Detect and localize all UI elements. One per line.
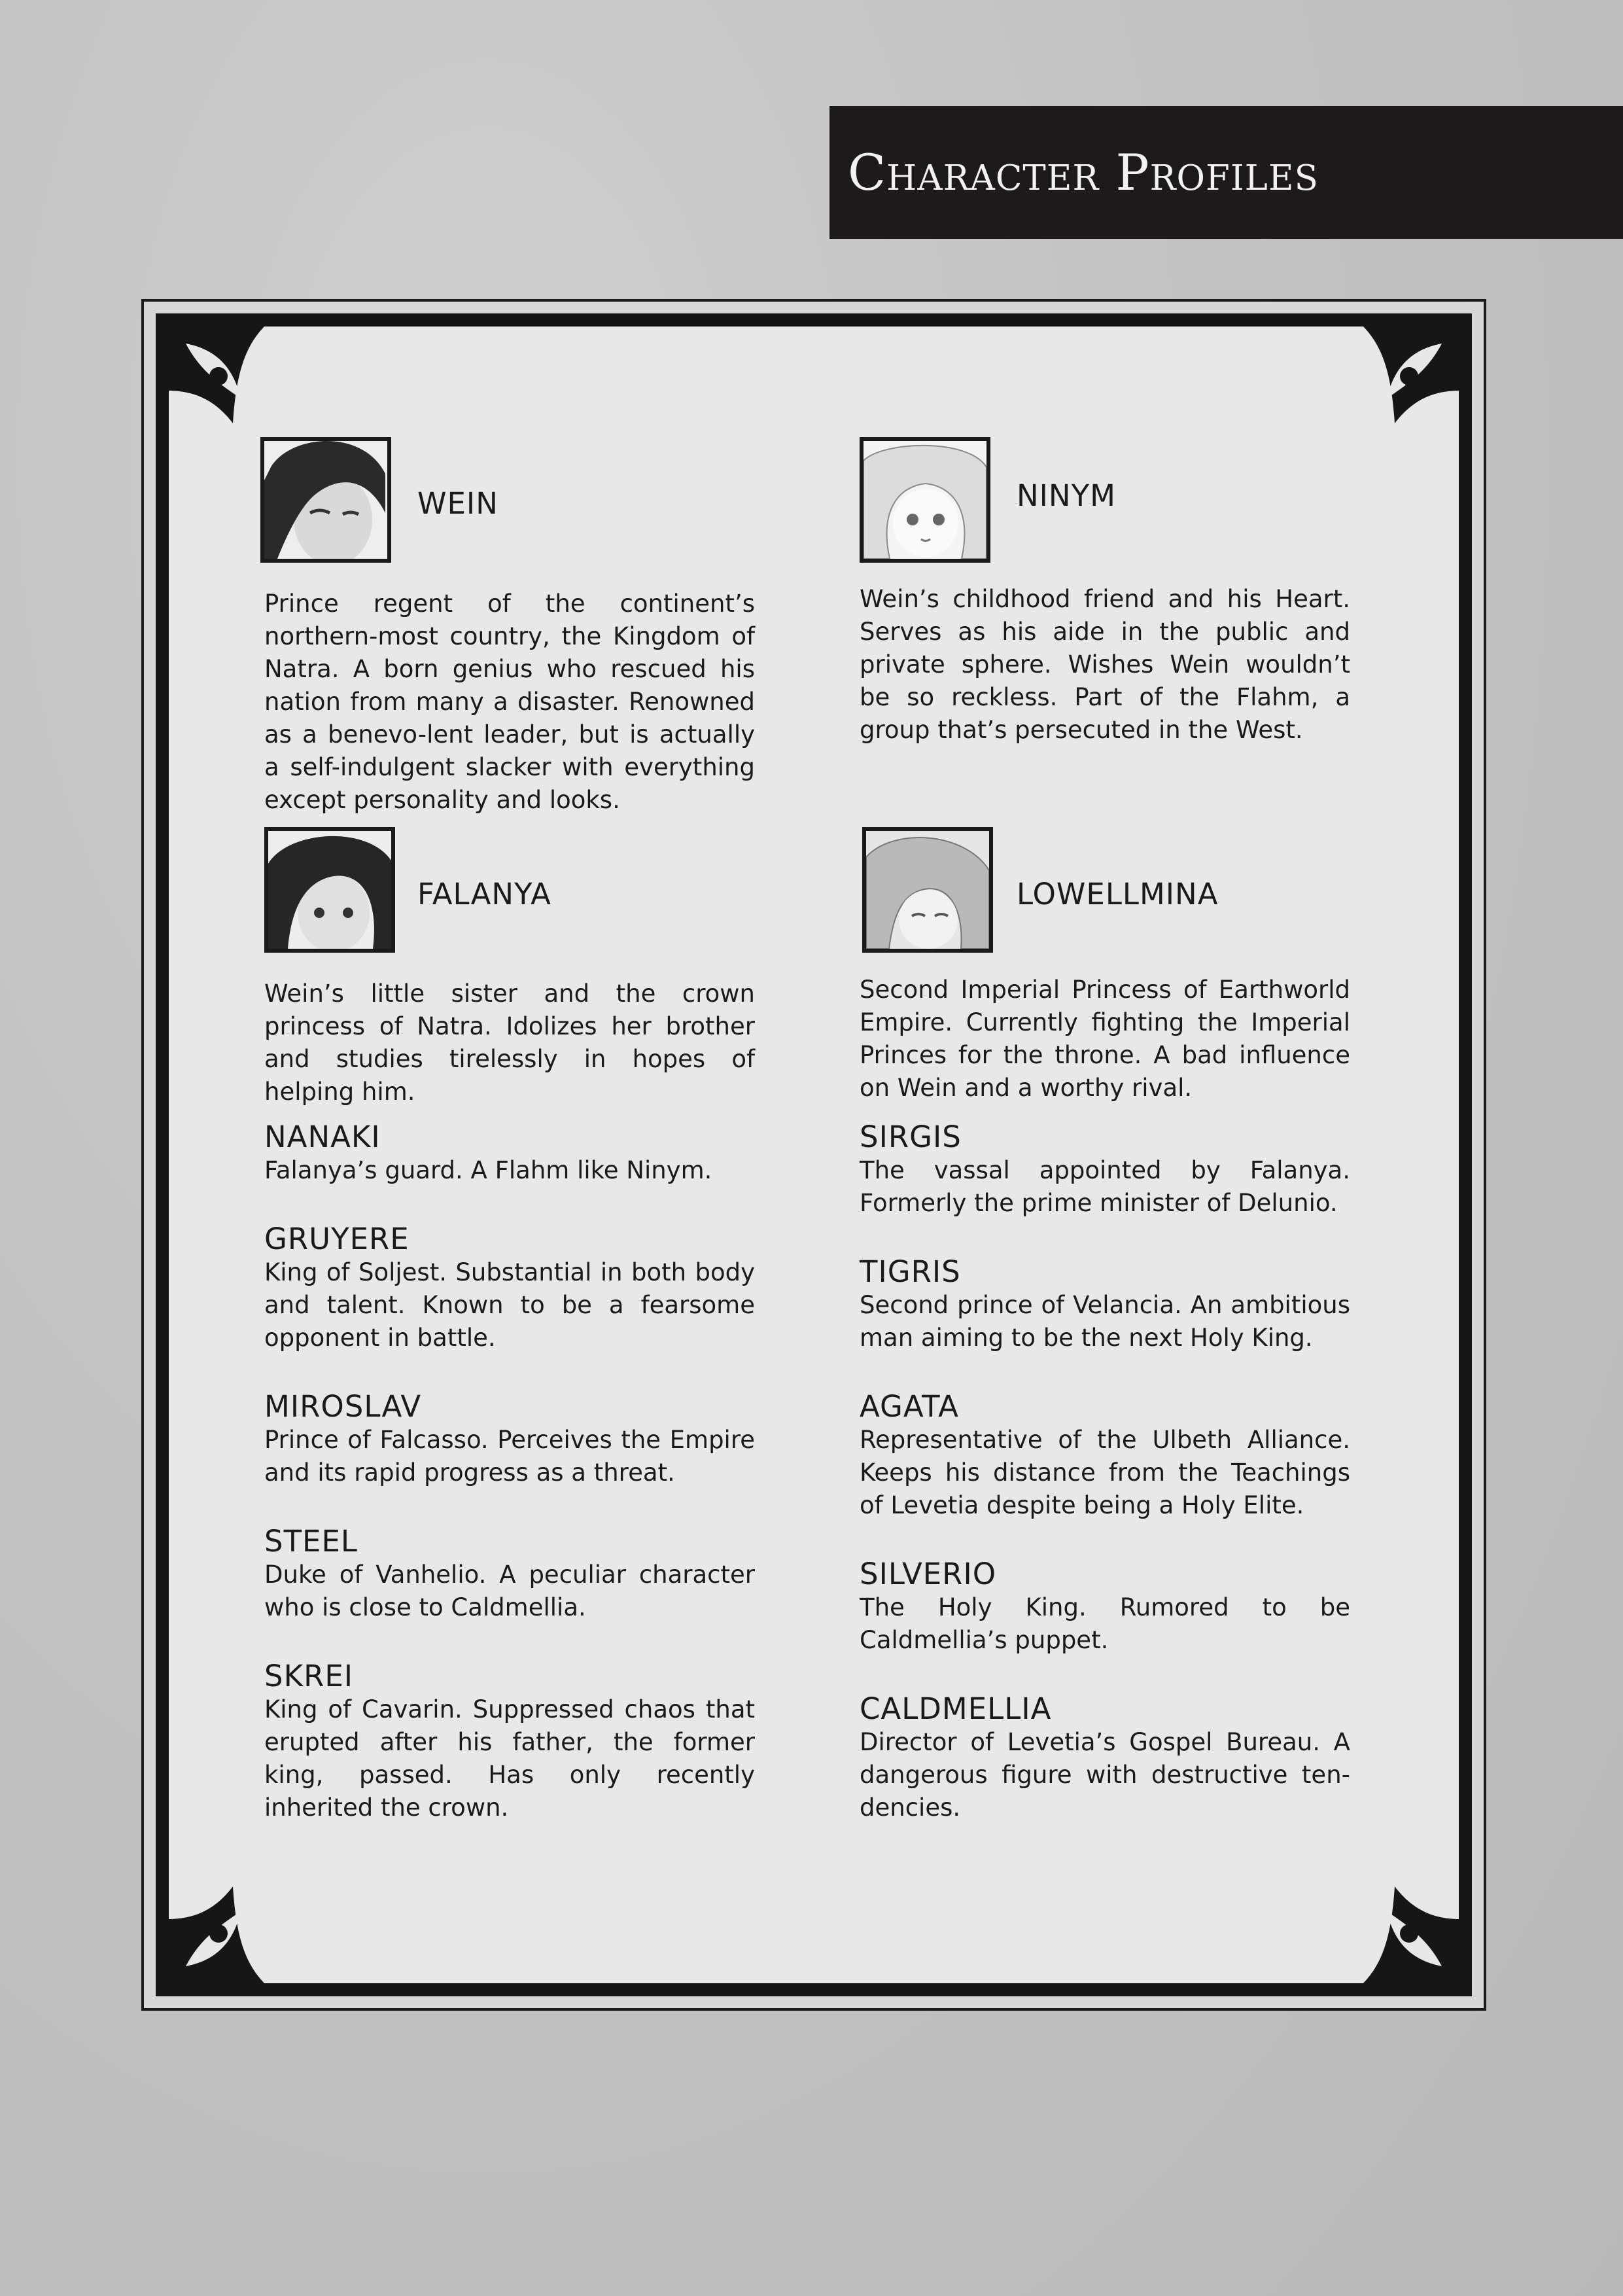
list-item (264, 1659, 755, 1824)
character-description: The Holy King. Rumored to be Caldmellia’s puppet. (860, 1593, 1350, 1654)
character-name: NANAKI (264, 1120, 381, 1154)
character-description: Director of Levetia’s Gospel Bureau. A dangerous figure with destructive ten-dencies. (860, 1728, 1350, 1822)
profile-name-ninym: NINYM (1017, 478, 1116, 513)
character-description: King of Soljest. Substantial in both body and talent. Known to be a fearsome opponent in battle. (264, 1258, 755, 1352)
portrait-dark-hair-boy-icon (260, 437, 391, 563)
character-name: AGATA (860, 1389, 959, 1424)
portrait-white-hair-girl-icon (860, 437, 990, 563)
character-name: SKREI (264, 1659, 354, 1693)
page-title: Character Profiles (848, 143, 1319, 202)
character-name: GRUYERE (264, 1222, 410, 1256)
profile-name-wein: WEIN (417, 486, 498, 521)
list-item (860, 1692, 1350, 1824)
profile-name-lowellmina: LOWELLMINA (1017, 877, 1219, 911)
character-name: STEEL (264, 1524, 358, 1559)
character-description: King of Cavarin. Suppressed chaos that erupted after his father, the former king, passed. Has only recently inherited the crown. (264, 1695, 755, 1822)
corner-ornament-icon (167, 1886, 266, 1985)
character-description: The vassal appointed by Falanya. Formerly the prime minister of Delunio. (860, 1156, 1350, 1217)
list-item (264, 1525, 755, 1624)
portrait-dark-hair-girl-icon (264, 827, 395, 953)
profile-description-ninym: Wein’s childhood friend and his Heart. Serves as his aide in the public and private sphere. Wishes Wein wouldn’t be so reckless. Part of the Flahm, a group that’s persecuted in the West. (860, 585, 1350, 744)
profile-description-lowellmina: Second Imperial Princess of Earthworld Empire. Currently fighting the Imperial Princes for the throne. A bad influence on Wein and a worthy rival. (860, 976, 1350, 1102)
character-name: CALDMELLIA (860, 1691, 1052, 1726)
list-item (860, 1557, 1350, 1657)
character-name: SIRGIS (860, 1120, 962, 1154)
list-item (264, 1390, 755, 1489)
corner-ornament-icon (1362, 1886, 1460, 1985)
portrait-light-hair-girl-icon (862, 827, 993, 953)
character-name: MIROSLAV (264, 1389, 422, 1424)
list-item (860, 1120, 1350, 1220)
profile-description-wein: Prince regent of the continent’s northern-most country, the Kingdom of Natra. A born genius who rescued his nation from many a disaster. Renowned as a benevo-lent leader, but is actually a self-indulgent slacker with everything except personality and looks. (264, 590, 755, 814)
character-name: TIGRIS (860, 1254, 961, 1289)
character-description: Second prince of Velancia. An ambitious man aiming to be the next Holy King. (860, 1291, 1350, 1352)
list-item (264, 1120, 755, 1187)
profile-description-falanya: Wein’s little sister and the crown princess of Natra. Idolizes her brother and studies tirelessly in hopes of helping him. (264, 980, 755, 1106)
list-item (860, 1390, 1350, 1522)
character-description: Representative of the Ulbeth Alliance. Keeps his distance from the Teachings of Levetia despite being a Holy Elite. (860, 1426, 1350, 1519)
character-description: Falanya’s guard. A Flahm like Ninym. (264, 1156, 712, 1184)
corner-ornament-icon (1362, 325, 1460, 423)
character-description: Duke of Vanhelio. A peculiar character who is close to Caldmellia. (264, 1561, 755, 1621)
character-name: SILVERIO (860, 1557, 997, 1591)
profile-name-falanya: FALANYA (417, 877, 551, 911)
section-banner (829, 106, 1623, 239)
list-item (860, 1255, 1350, 1354)
list-item (264, 1222, 755, 1354)
character-description: Prince of Falcasso. Perceives the Empire and its rapid progress as a threat. (264, 1426, 755, 1487)
corner-ornament-icon (167, 325, 266, 423)
